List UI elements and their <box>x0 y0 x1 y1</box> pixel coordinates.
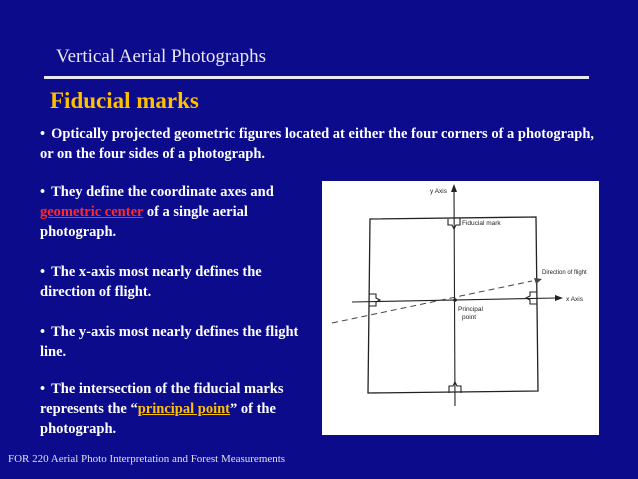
bullet-principal-point <box>40 379 330 439</box>
bullet-icon: • <box>40 264 46 280</box>
fiducial-diagram <box>322 181 599 435</box>
bullet-fiducial-definition <box>40 124 600 164</box>
fiducial-diagram-svg <box>322 181 599 435</box>
principal-point-link[interactable]: principal point <box>137 401 230 417</box>
fiducial-mark-label: Fiducial mark <box>462 220 501 227</box>
principal-point-label-1: Principal <box>458 306 483 313</box>
geometric-center-link[interactable]: geometric center <box>40 204 144 220</box>
bullet-text: ” of the photograph. <box>40 401 276 437</box>
header-divider <box>44 76 589 79</box>
fiducial-mark-left-icon <box>369 294 380 306</box>
bullet-text: of a single aerial photograph. <box>40 204 248 240</box>
footer-course-title: FOR 220 Aerial Photo Interpretation and Forest Measurements <box>8 453 286 465</box>
principal-point-icon <box>453 298 457 302</box>
y-axis-arrow-icon <box>451 184 457 192</box>
slide-subtitle: Vertical Aerial Photographs <box>56 46 267 67</box>
bullet-icon: • <box>40 324 46 340</box>
bullet-text: Optically projected geometric figures located at either the four corners of a photograph, or on the four sides of a photograph. <box>40 126 595 162</box>
y-axis-label: y Axis <box>430 188 447 195</box>
bullet-text: They define the coordinate axes and <box>51 184 274 200</box>
bullet-icon: • <box>40 126 46 142</box>
bullet-x-axis <box>40 262 320 302</box>
bullet-coordinate-axes <box>40 182 320 242</box>
photograph-outline <box>368 217 538 393</box>
slide-title: Fiducial marks <box>50 88 199 113</box>
x-axis-arrow-icon <box>555 295 563 301</box>
bullet-y-axis <box>40 322 320 362</box>
flight-direction-arrow-icon <box>534 278 542 284</box>
bullet-text: The x-axis most nearly defines the direction of flight. <box>40 264 262 300</box>
bullet-text: The intersection of the fiducial marks represents the “ <box>40 381 284 417</box>
x-axis-label: x Axis <box>566 296 583 303</box>
bullet-icon: • <box>40 381 46 397</box>
direction-of-flight-label: Direction of flight <box>542 270 587 276</box>
principal-point-label-2: point <box>462 314 477 321</box>
bullet-text: The y-axis most nearly defines the flight line. <box>40 324 299 360</box>
bullet-icon: • <box>40 184 46 200</box>
